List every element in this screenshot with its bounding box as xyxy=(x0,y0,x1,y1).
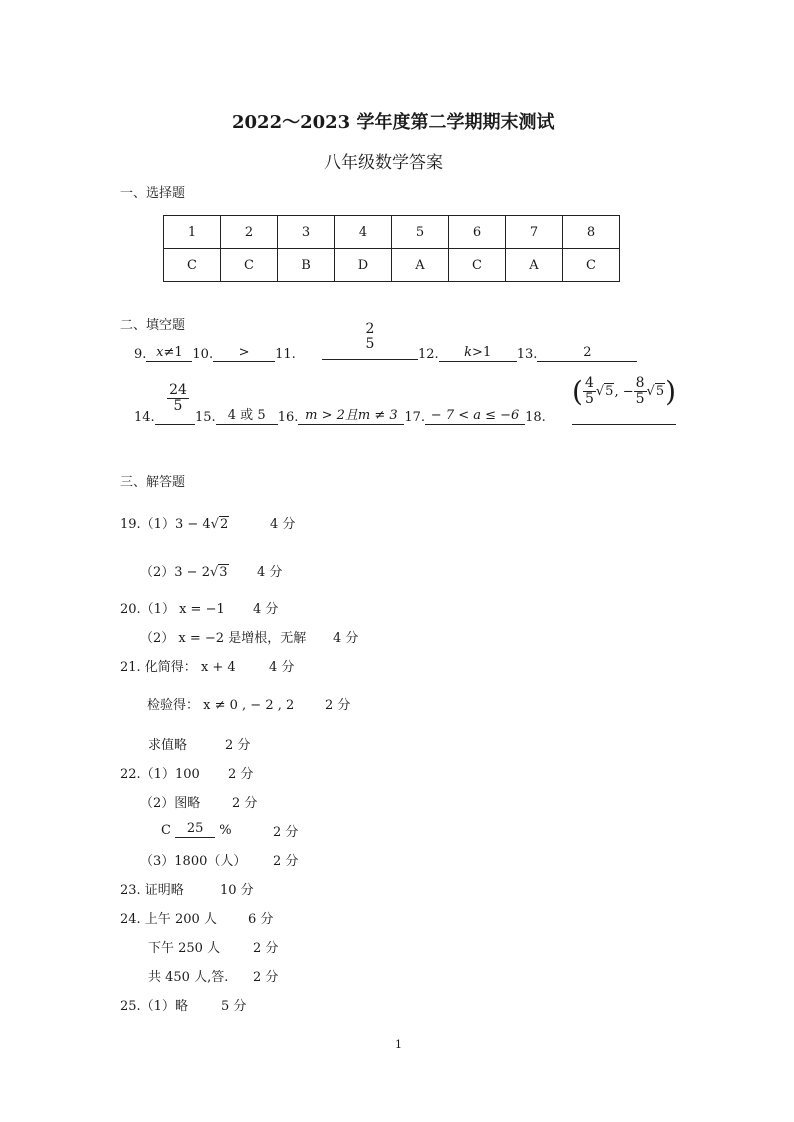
q18-sqrt-1: √5 xyxy=(595,384,614,400)
table-cell: B xyxy=(278,249,335,282)
q22-c-value: 25 xyxy=(175,821,215,838)
left-paren: ( xyxy=(572,374,583,408)
table-cell: A xyxy=(392,249,449,282)
q21-check-score: 2 分 xyxy=(325,698,351,713)
q24-afternoon: 下午 250 人 xyxy=(148,941,221,956)
q21-simplify: 21. 化简得： x + 4 xyxy=(120,660,236,675)
q20-part1: 20.（1） x = −1 xyxy=(120,602,225,617)
q24-total-score: 2 分 xyxy=(253,970,279,985)
q11-answer xyxy=(322,322,418,353)
q22-part3-score: 2 分 xyxy=(273,854,299,869)
q21-simplify-score: 4 分 xyxy=(269,660,295,675)
q22-part1-score: 2 分 xyxy=(228,767,254,782)
q17-number: 17. xyxy=(404,410,426,425)
q20-part2-score: 4 分 xyxy=(333,631,359,646)
q11-underline xyxy=(322,359,418,360)
q14-underline xyxy=(155,424,195,425)
table-row-answers xyxy=(164,249,620,282)
q10-number: 10. xyxy=(192,347,214,362)
q23: 23. 证明略 xyxy=(120,883,184,898)
table-cell: D xyxy=(335,249,392,282)
q19-part1: 19.（1）3 − 4√2 xyxy=(120,517,229,532)
table-cell: C xyxy=(164,249,221,282)
q24-afternoon-score: 2 分 xyxy=(253,941,279,956)
q14-fraction xyxy=(167,383,189,415)
table-cell: C xyxy=(221,249,278,282)
table-cell: 8 xyxy=(563,216,620,249)
q16-number: 16. xyxy=(277,410,299,425)
sqrt-icon: √3 xyxy=(209,565,228,580)
q18-underline xyxy=(572,424,676,425)
q14-numerator: 24 xyxy=(169,382,187,398)
q18-sqrt-2: √5 xyxy=(646,384,665,400)
table-cell: 5 xyxy=(392,216,449,249)
q15-answer: 4 或 5 xyxy=(216,408,278,425)
q18-fraction-1: $\frac{4}{5}$ xyxy=(584,375,594,408)
q14-denominator: 5 xyxy=(173,398,183,415)
table-cell: A xyxy=(506,249,563,282)
q11-denominator: 5 xyxy=(365,336,375,353)
section-choice-heading: 一、选择题 xyxy=(120,186,186,201)
section-solution-heading: 三、解答题 xyxy=(120,475,186,490)
fill-row-1 xyxy=(134,345,296,362)
fill-row-2 xyxy=(195,408,546,425)
table-cell: 6 xyxy=(449,216,506,249)
q11-numerator: 2 xyxy=(365,321,375,337)
q12-number: 12. xyxy=(418,347,439,362)
page-title: 2022～2023 学年度第二学期期末测试 xyxy=(232,112,555,133)
q25-part1: 25.（1）略 xyxy=(120,999,188,1014)
table-cell: 2 xyxy=(221,216,278,249)
q22-part1: 22.（1）100 xyxy=(120,767,200,782)
q14-number: 14. xyxy=(134,410,155,425)
q19-part1-score: 4 分 xyxy=(270,517,296,532)
q22-part3: （3）1800（人） xyxy=(140,854,247,869)
fill-row-1b xyxy=(418,345,637,362)
q12-answer: k>1 xyxy=(439,345,517,362)
q22-part2: （2）图略 xyxy=(140,796,201,811)
q18-separator: , − xyxy=(614,384,634,400)
table-cell: 1 xyxy=(164,216,221,249)
q25-part1-score: 5 分 xyxy=(221,999,247,1014)
right-paren: ) xyxy=(665,374,677,408)
q11-fraction xyxy=(366,322,375,353)
q18-number: 18. xyxy=(525,410,546,425)
q10-answer: > xyxy=(213,345,275,362)
page-number: 1 xyxy=(395,1038,402,1051)
q13-answer: 2 xyxy=(537,345,637,362)
q22-part2-score: 2 分 xyxy=(232,796,258,811)
q21-evaluate: 求值略 xyxy=(148,738,188,753)
q18-answer xyxy=(572,376,676,408)
table-cell: C xyxy=(563,249,620,282)
q19-part2: （2）3 − 2√3 xyxy=(140,565,228,580)
q24-morning: 24. 上午 200 人 xyxy=(120,912,217,927)
q20-part1-score: 4 分 xyxy=(253,602,279,617)
table-cell: C xyxy=(449,249,506,282)
section-fill-heading: 二、填空题 xyxy=(120,318,186,333)
q23-score: 10 分 xyxy=(220,883,254,898)
choice-answer-table xyxy=(163,215,620,282)
q9-number: 9. xyxy=(134,347,147,362)
q19-part2-score: 4 分 xyxy=(257,565,283,580)
q16-answer: m > 2且m ≠ 3 xyxy=(298,408,404,425)
table-cell: 4 xyxy=(335,216,392,249)
q14-answer xyxy=(160,383,196,415)
table-cell: 7 xyxy=(506,216,563,249)
q17-answer: − 7 < a ≤ −6 xyxy=(425,408,525,425)
q9-answer: x≠1 xyxy=(146,345,192,362)
q18-fraction-2: $\frac{8}{5}$ xyxy=(635,375,645,408)
page-subtitle: 八年级数学答案 xyxy=(324,153,443,173)
sqrt-icon: √2 xyxy=(210,517,229,532)
q15-number: 15. xyxy=(195,410,216,425)
q11-number: 11. xyxy=(275,347,296,362)
q24-total: 共 450 人,答. xyxy=(148,970,229,985)
q22-c-score: 2 分 xyxy=(273,825,299,840)
q22-c-line: C 25 % xyxy=(161,821,232,838)
q21-check: 检验得： x ≠ 0 , − 2 , 2 xyxy=(147,698,295,713)
table-row-numbers xyxy=(164,216,620,249)
table-cell: 3 xyxy=(278,216,335,249)
q20-part2: （2） x = −2 是增根，无解 xyxy=(140,631,307,646)
q13-number: 13. xyxy=(516,347,538,362)
q24-morning-score: 6 分 xyxy=(248,912,274,927)
q21-evaluate-score: 2 分 xyxy=(225,738,251,753)
